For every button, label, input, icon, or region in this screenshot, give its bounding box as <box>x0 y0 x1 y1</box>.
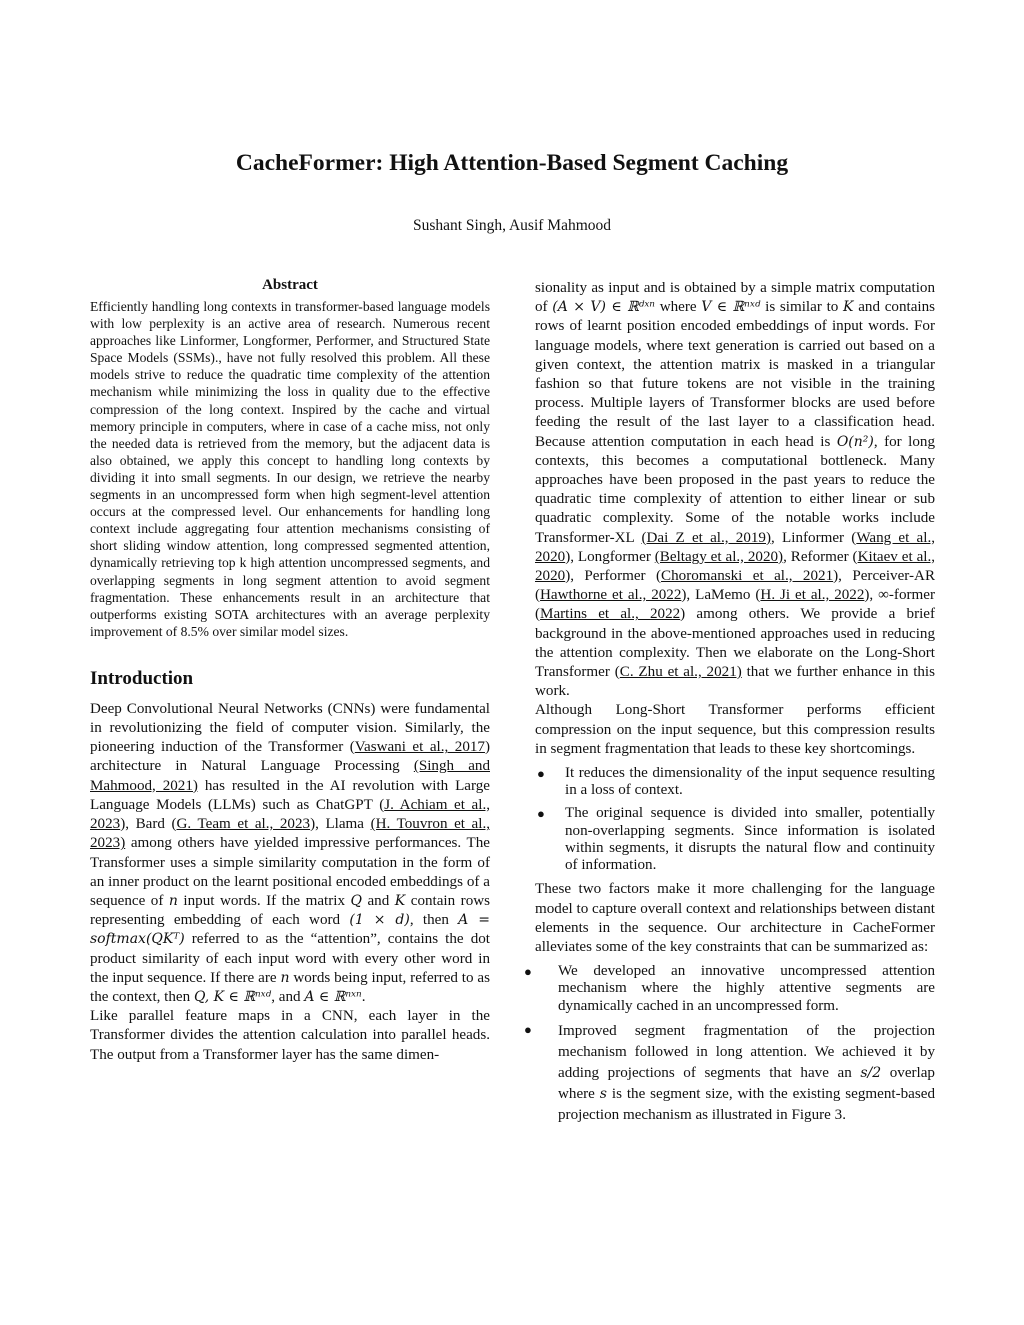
abstract-text: Efficiently handling long contexts in transformer-based language models with low perplexity is an active area of research. Numerous recent approaches like Linformer, Longformer, Performer, and Structured State Space Models (SSMs)., have not fully resolved this problem. All these models strive to reduce the quadratic time complexity of the attention mechanism while minimizing the loss in quality due to the effective compression of the long context. Inspired by the cache and virtual memory principle in computers, where in case of a cache miss, not only the needed data is retrieved from the memory, but the adjacent data is also obtained, we apply this concept to handling long contexts by dividing it into small segments. In our design, we retrieve the nearby segments in an uncompressed form when high segment-level attention occurs at the compressed level. Our enhancements for handling long context include aggregating four attention mechanisms consisting of short sliding window attention, long compressed segmented attention, dynamically retrieving top k high attention uncompressed segments, and overlapping segments in long segment attention to avoid segment fragmentation. These enhancements result in an architecture that outperforms existing SOTA architectures with an average perplexity improvement of 8.5% over similar model sizes. <box>90 299 490 639</box>
citation-zhu[interactable]: C. Zhu et al., 2021) <box>619 664 742 681</box>
paper-title: CacheFormer: High Attention-Based Segment Caching <box>235 150 789 176</box>
math-attention-formula: A = softmax(QKᵀ) <box>90 912 490 948</box>
bullet-icon: ● <box>524 1021 532 1037</box>
citation-choromanski[interactable]: Choromanski et al., 2021 <box>661 568 834 585</box>
list-item: ● Improved segment fragmentation of the projection mechanism followed in long attention. We achieved it by adding projections of segments that have an s/2 overlap where s is the segment size, with the existing segment-based projection mechanism as illustrated in Figure 3. <box>524 1021 935 1123</box>
citation-kitaev[interactable]: Kitaev et al., 2020 <box>535 548 936 585</box>
math-qk-space: Q, K ∈ ℝⁿˣᵈ <box>193 988 272 1005</box>
citation-gemini-team[interactable]: G. Team et al., 2023 <box>176 816 311 833</box>
bullet-icon: ● <box>537 806 545 822</box>
math-q: Q <box>350 892 362 909</box>
right-paragraph-2: Although Long-Short Transformer performs efficient compression on the input sequence, but this compression results in segment fragmentation that leads to these key shortcomings. <box>535 702 935 757</box>
citation-touvron[interactable]: (H. Touvron et al., 2023) <box>90 816 490 852</box>
list-item: ● It reduces the dimensionality of the input sequence resulting in a loss of context. <box>537 765 935 799</box>
introduction-heading: Introduction <box>90 667 194 689</box>
citation-dai[interactable]: (Dai Z et al., 2019) <box>641 529 772 546</box>
citation-martins[interactable]: Martins et al., 2022 <box>540 606 681 623</box>
citation-beltagy[interactable]: (Beltagy et al., 2020) <box>654 548 784 565</box>
list-item: ● We developed an innovative uncompressed attention mechanism where the highly attentive segments are dynamically cached in an uncompressed form. <box>524 963 935 1014</box>
math-segment-size: s <box>599 1085 607 1102</box>
right-paragraph-1: sionality as input and is obtained by a simple matrix computation of (A × V) ∈ ℝᵈˣⁿ where V ∈ ℝⁿˣᵈ is similar to K and contains rows of learnt position encoded embeddings of input words. For language models, where text generation is carried out based on a given context, the attention matrix is masked in a triangular fashion so that future tokens are not visible in the training process. Multiple layers of Transformer blocks are used before feeding the result of the last layer to a classification head. Because attention computation in each head is O(n²), for long contexts, this becomes a computational bottleneck. Many approaches have been proposed in the past years to reduce the quadratic time complexity of attention to either linear or sub quadratic complexity. Some of the notable works include Transformer-XL (Dai Z et al., 2019), Linformer (Wang et al., 2020), Longformer (Beltagy et al., 2020), Reformer (Kitaev et al., 2020), Performer (Choromanski et al., 2021), Perceiver-AR (Hawthorne et al., 2022), LaMemo (H. Ji et al., 2022), ∞-former (Martins et al., 2022) among others. We provide a brief background in the above-mentioned approaches used in reducing the attention complexity. Then we elaborate on the Long-Short Transformer (C. Zhu et al., 2021) that we further enhance in this work. <box>535 280 936 700</box>
math-embedding-dim: (1 × d) <box>349 912 410 929</box>
citation-hawthorne[interactable]: Hawthorne et al., 2022 <box>540 587 682 604</box>
bullet-icon: ● <box>537 766 545 782</box>
right-paragraph-3: These two factors make it more challenging for the language model to capture overall context and relationships between distant elements in the sequence. Our architecture in CacheFormer alleviates some of the key constraints that can be summarized as: <box>535 881 935 955</box>
math-k: K <box>394 892 406 909</box>
math-v-space: V ∈ ℝⁿˣᵈ <box>701 299 761 316</box>
math-av-space: (A × V) ∈ ℝᵈˣⁿ <box>552 299 655 316</box>
right-column <box>524 279 936 1132</box>
citation-vaswani[interactable]: Vaswani et al., 2017 <box>354 739 485 756</box>
abstract-heading: Abstract <box>262 277 318 293</box>
bullet-icon: ● <box>524 964 532 980</box>
math-overlap: s/2 <box>860 1064 882 1081</box>
left-column <box>90 277 490 1065</box>
math-n: n <box>168 892 178 909</box>
shortcomings-list <box>535 765 935 874</box>
citation-wang[interactable]: Wang et al., 2020 <box>535 529 935 565</box>
contributions-list <box>522 963 935 1126</box>
paper-authors: Sushant Singh, Ausif Mahmood <box>412 217 612 234</box>
math-k-ref: K <box>843 299 854 316</box>
citation-singh-mahmood[interactable]: (Singh and Mahmood, 2021) <box>90 758 490 794</box>
citation-achiam[interactable]: J. Achiam et al., 2023 <box>90 796 491 833</box>
citation-ji[interactable]: H. Ji et al., 2022 <box>760 587 865 604</box>
math-a-space: A ∈ ℝⁿˣⁿ <box>304 988 362 1005</box>
intro-paragraph-1: Deep Convolutional Neural Networks (CNNs) were fundamental in revolutionizing the field of computer vision. Similarly, the pioneering induction of the Transformer (Vaswani et al., 2017) architecture in Natural Language Processing (Singh and Mahmood, 2021) has resulted in the AI revolution with Large Language Models (LLMs) such as ChatGPT (J. Achiam et al., 2023), Bard (G. Team et al., 2023), Llama (H. Touvron et al., 2023) among others have yielded impressive performances. The Transformer uses a simple similarity computation in the form of an inner product on the learnt positional encoded embeddings of a sequence of n input words. If the matrix Q and K contain rows representing embedding of each word (1 × d), then A = softmax(QKᵀ) referred to as the “attention”, contains the dot product similarity of each input word with every other word in the input sequence. If there are n words being input, referred to as the context, then Q, K ∈ ℝⁿˣᵈ, and A ∈ ℝⁿˣⁿ. <box>90 700 491 1005</box>
math-complexity: O(n²) <box>836 433 874 450</box>
math-n-words: n <box>280 969 290 986</box>
list-item: ● The original sequence is divided into smaller, potentially non-overlapping segments. Since information is isolated within segments, it disrupts the natural flow and continuity of information. <box>537 805 935 874</box>
intro-paragraph-2: Like parallel feature maps in a CNN, each layer in the Transformer divides the attention calculation into parallel heads. The output from a Transformer layer has the same dimen- <box>90 1008 490 1063</box>
